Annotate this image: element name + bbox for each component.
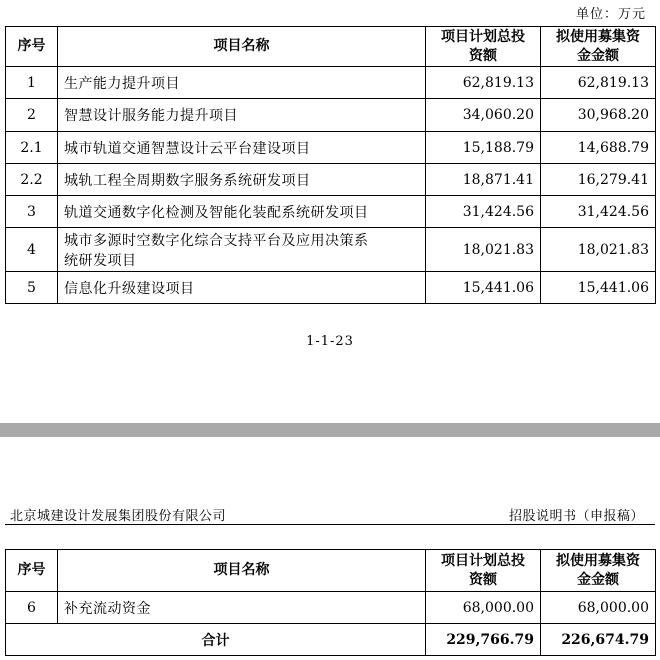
- row-raise: 31,424.56: [541, 196, 656, 228]
- row-name-line1: 城市多源时空数字化综合支持平台及应用决策系: [64, 232, 369, 249]
- table-row: [6, 67, 656, 99]
- row-total: 15,441.06: [426, 272, 541, 304]
- row-name: 信息化升级建设项目: [58, 272, 426, 304]
- header-total-invest: [426, 550, 541, 592]
- header-no: 序号: [6, 550, 58, 592]
- table-row: [6, 132, 656, 164]
- header-raise-line1: 拟使用募集资: [556, 28, 640, 45]
- table-row: [6, 272, 656, 304]
- header-raise-line1: 拟使用募集资: [556, 552, 640, 569]
- investment-table-part1: [5, 26, 656, 304]
- header-raise-amount: [541, 550, 656, 592]
- row-no: 1: [6, 67, 58, 99]
- header-total-invest-line2: 资额: [469, 571, 497, 588]
- row-no: 5: [6, 272, 58, 304]
- row-name: 补充流动资金: [58, 592, 426, 624]
- table-row: [6, 228, 656, 272]
- total-invest-sum: 229,766.79: [426, 624, 541, 656]
- row-no: 2.2: [6, 164, 58, 196]
- row-name-line2: 统研发项目: [64, 252, 137, 269]
- row-no: 2: [6, 99, 58, 132]
- row-no: 3: [6, 196, 58, 228]
- table-row: [6, 164, 656, 196]
- row-raise: 15,441.06: [541, 272, 656, 304]
- header-rule: [5, 524, 655, 525]
- total-raise-sum: 226,674.79: [541, 624, 656, 656]
- table-header-row: [6, 550, 656, 592]
- header-name: 项目名称: [58, 550, 426, 592]
- header-name: 项目名称: [58, 27, 426, 67]
- header-document-title: 招股说明书（申报稿）: [508, 509, 644, 524]
- table-row: [6, 196, 656, 228]
- total-row: [6, 624, 656, 656]
- header-raise-line2: 金金额: [577, 571, 619, 588]
- row-raise: 68,000.00: [541, 592, 656, 624]
- row-name: 城轨工程全周期数字服务系统研发项目: [58, 164, 426, 196]
- row-total: 34,060.20: [426, 99, 541, 132]
- total-label: 合计: [6, 624, 426, 656]
- table-row: [6, 99, 656, 132]
- investment-table-part2: [5, 549, 656, 656]
- row-total: 62,819.13: [426, 67, 541, 99]
- row-name: 生产能力提升项目: [58, 67, 426, 99]
- row-name: 轨道交通数字化检测及智能化装配系统研发项目: [58, 196, 426, 228]
- row-total: 31,424.56: [426, 196, 541, 228]
- row-name: 智慧设计服务能力提升项目: [58, 99, 426, 132]
- table-row: [6, 592, 656, 624]
- row-name: [58, 228, 426, 272]
- row-total: 18,871.41: [426, 164, 541, 196]
- table-header-row: [6, 27, 656, 67]
- row-raise: 16,279.41: [541, 164, 656, 196]
- header-total-invest-line1: 项目计划总投: [441, 552, 525, 569]
- header-total-invest: [426, 27, 541, 67]
- header-total-invest-line2: 资额: [469, 47, 497, 64]
- row-no: 2.1: [6, 132, 58, 164]
- row-name: 城市轨道交通智慧设计云平台建设项目: [58, 132, 426, 164]
- row-raise: 30,968.20: [541, 99, 656, 132]
- header-total-invest-line1: 项目计划总投: [441, 28, 525, 45]
- header-company-name: 北京城建设计发展集团股份有限公司: [10, 509, 227, 524]
- row-total: 68,000.00: [426, 592, 541, 624]
- row-raise: 14,688.79: [541, 132, 656, 164]
- unit-label: 单位：万元: [575, 7, 646, 22]
- page-divider: [0, 423, 660, 437]
- page-number: 1-1-23: [306, 334, 354, 349]
- row-no: 4: [6, 228, 58, 272]
- header-no: 序号: [6, 27, 58, 67]
- header-raise-line2: 金金额: [577, 47, 619, 64]
- header-raise-amount: [541, 27, 656, 67]
- row-raise: 62,819.13: [541, 67, 656, 99]
- row-no: 6: [6, 592, 58, 624]
- row-total: 15,188.79: [426, 132, 541, 164]
- row-total: 18,021.83: [426, 228, 541, 272]
- row-raise: 18,021.83: [541, 228, 656, 272]
